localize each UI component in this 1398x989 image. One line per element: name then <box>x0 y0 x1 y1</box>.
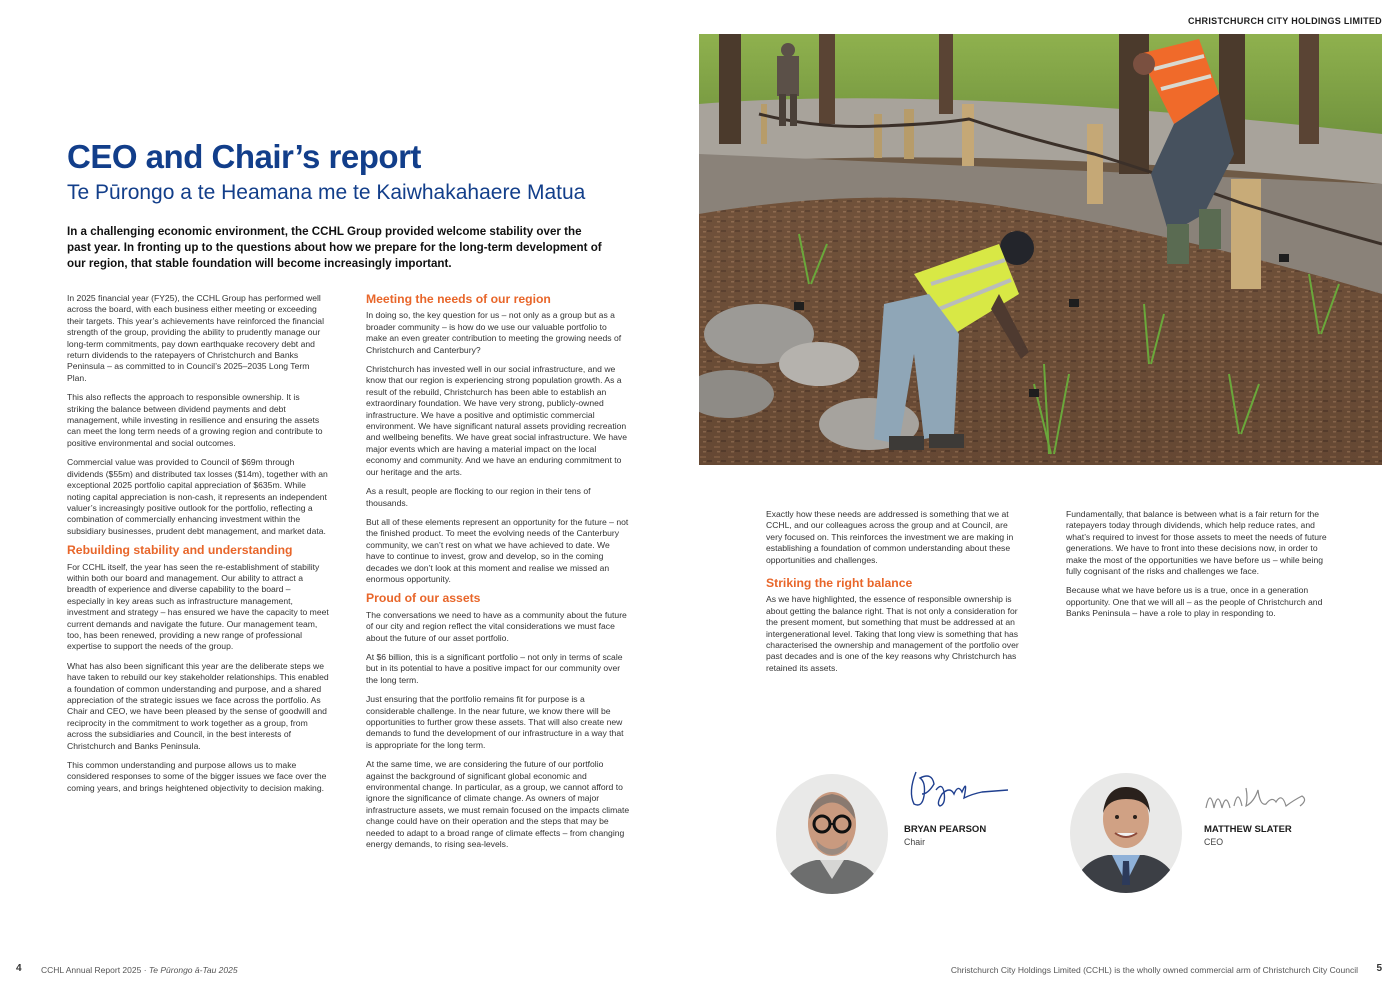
page-title: CEO and Chair’s report <box>67 138 421 175</box>
footer-right-text: Christchurch City Holdings Limited (CCHL) is the wholly owned commercial arm of Christchurch City Council <box>950 965 1358 975</box>
section-heading: Proud of our assets <box>366 591 481 606</box>
body-paragraph: Fundamentally, that balance is between what is a fair return for the ratepayers today through dividends, which help reduce rates, and what’s required to invest for those assets to meet the needs of future generations. We have to front into these decisions now, in order to make the most of the opportunities we have before us – while being fully cognisant of the risks and challenges we face. <box>1066 509 1327 577</box>
page-subtitle: Te Pūrongo a te Heamana me te Kaiwhakahaere Matua <box>67 181 586 204</box>
body-paragraph: Just ensuring that the portfolio remains fit for purpose is a considerable challenge. In the near future, we know there will be opportunities to further grow these assets. That will also create new demands to fund the development of our infrastructure in a way that is appropriate for the long term. <box>366 694 624 750</box>
avatar-bryan-pearson <box>776 774 888 894</box>
body-paragraph: Commercial value was provided to Council of $69m through dividends ($55m) and distributed tax losses ($14m), together with an exceptional 2025 portfolio capital appreciation of $635m. While noting capital appreciation is non-cash, it represents an independent valuer’s increasingly positive outlook for the portfolio, reflecting a combination of commercially enhancing investment within the subsidiary businesses, prudent debt management, and market data. <box>67 457 328 536</box>
body-paragraph: This common understanding and purpose allows us to make considered responses to some of the bigger issues we face over the coming years, and brings heightened objectivity to decision making. <box>67 760 327 793</box>
header-org-name: CHRISTCHURCH CITY HOLDINGS LIMITED <box>1187 16 1382 26</box>
body-paragraph: What has also been significant this year are the deliberate steps we have taken to rebuild our key stakeholder relationships. This enabled a foundation of common understanding and purpose, and a shared appreciation of the strategic issues we face across the portfolio. As Chair and CEO, we have been pleased by the sense of goodwill and reciprocity in the commitment to work together as a group, from across the subsidiaries and Council, in the best interests of Christchurch and Banks Peninsula. <box>67 660 329 751</box>
body-paragraph: The conversations we need to have as a community about the future of our city and region reflect the vital considerations we must face about the future of our asset portfolio. <box>366 609 627 643</box>
section-heading: Striking the right balance <box>766 576 913 591</box>
body-paragraph: For CCHL itself, the year has seen the re-establishment of stability within both our board and management. Our ability to attract a breadth of experience and diverse capability to the board – especially in key areas such as infrastructure management, investment and strategy – has ensured we have the capacity to meet current demands and navigate the future. Our management team, too, has been renewed, providing a new range of professional expertise to support the needs of the group. <box>67 561 329 652</box>
page-number-right: 5 <box>1376 963 1382 974</box>
text-column-4 <box>1066 509 1332 628</box>
signature-matthew-slater <box>1202 778 1312 823</box>
text-column-2 <box>366 294 630 858</box>
body-paragraph: Because what we have before us is a true, once in a generation opportunity. One that we will all – as the people of Christchurch and Banks Peninsula – have a role to play in responding to. <box>1066 585 1323 619</box>
section-heading: Rebuilding stability and understanding <box>67 543 293 558</box>
text-column-3 <box>766 509 1024 682</box>
body-paragraph: At the same time, we are considering the future of our portfolio against the background of significant global economic and environmental change. In particular, as a group, we cannot afford to ignore the significance of climate change. As owners of major infrastructure assets, we must remain focused on the impacts climate change could have on their operation and the steps that may be needed to adapt to a broad range of climate effects – from changing energy demands, to rising sea-levels. <box>366 759 630 850</box>
body-paragraph: Exactly how these needs are addressed is something that we at CCHL, and our colleagues across the group and at Council, are very focused on. This reinforces the investment we are making in establishing a foundation of common understanding about these opportunities and challenges. <box>766 509 1014 565</box>
signatory-name: BRYAN PEARSON <box>904 824 987 835</box>
page-number-left: 4 <box>16 963 22 974</box>
footer-left-text <box>41 965 238 975</box>
text-column-1 <box>67 293 329 802</box>
body-paragraph: This also reflects the approach to responsible ownership. It is striking the balance between dividend payments and debt management, while investing in resilience and ensuring the assets can meet the long term needs of a growing region and contribute to positive environmental and social outcomes. <box>67 392 323 448</box>
body-paragraph: As we have highlighted, the essence of responsible ownership is about getting the balance right. That is not only a consideration for the present moment, but something that must be addressed at an intergenerational level. Taking that long view is something that has characterised the ownership and management of the portfolio over past decades and is one of the key reasons why Christchurch has retained its assets. <box>766 594 1019 673</box>
signatory-role: CEO <box>1204 837 1224 847</box>
avatar-matthew-slater <box>1070 773 1182 893</box>
body-paragraph: In doing so, the key question for us – not only as a group but as a broader community – is how do we use our valuable portfolio to make an even greater contribution to meeting the growing needs of Christchurch and Canterbury? <box>366 310 622 355</box>
body-paragraph: Christchurch has invested well in our social infrastructure, and we know that our region is experiencing strong population growth. As a result of the rebuild, Christchurch has been able to establish an extraordinary foundation. We have very strong, publicly-owned infrastructure. We have a positive and optimistic commercial environment. We have significant natural assets providing recreation and wellbeing benefits. We have great social infrastructure. We have major events which are having a material impact on the local economy and community. And we have an enduring commitment to our heritage and the arts. <box>366 364 627 477</box>
hero-photo-planting-workers <box>699 34 1382 465</box>
intro-paragraph: In a challenging economic environment, the CCHL Group provided welcome stability over the past year. In fronting up to the questions about how we prepare for the long-term development of our region, that stable foundation will become increasingly important. <box>67 225 602 270</box>
footer-report-title: CCHL Annual Report 2025 · <box>41 965 149 975</box>
signature-bryan-pearson <box>902 764 1012 817</box>
body-paragraph: At $6 billion, this is a significant portfolio – not only in terms of scale but in its potential to have a positive impact for our community over the long term. <box>366 651 623 685</box>
body-paragraph: As a result, people are flocking to our region in their tens of thousands. <box>366 486 591 508</box>
section-heading: Meeting the needs of our region <box>366 292 551 306</box>
signatory-name: MATTHEW SLATER <box>1204 824 1292 835</box>
signatory-role: Chair <box>904 837 926 847</box>
body-paragraph: But all of these elements represent an opportunity for the future – not the finished product. To meet the evolving needs of the Canterbury community, we can’t rest on what we have achieved to date. We have to continue to invest, grow and develop, so in the coming decades we don’t look at this moment and realise we missed an enormous opportunity. <box>366 516 629 584</box>
footer-report-title-maori: Te Pūrongo ā-Tau 2025 <box>148 965 238 975</box>
body-paragraph: In 2025 financial year (FY25), the CCHL Group has performed well across the board, with each business either meeting or exceeding their targets. This year’s achievements have reinforced the financial strength of the group, providing the ability to prudently manage our long-term commitments, pay down earthquake recovery debt and return dividends to the ratepayers of Christchurch and Banks Peninsula – as committed to in Council’s 2025–2035 Long Term Plan. <box>67 293 324 383</box>
